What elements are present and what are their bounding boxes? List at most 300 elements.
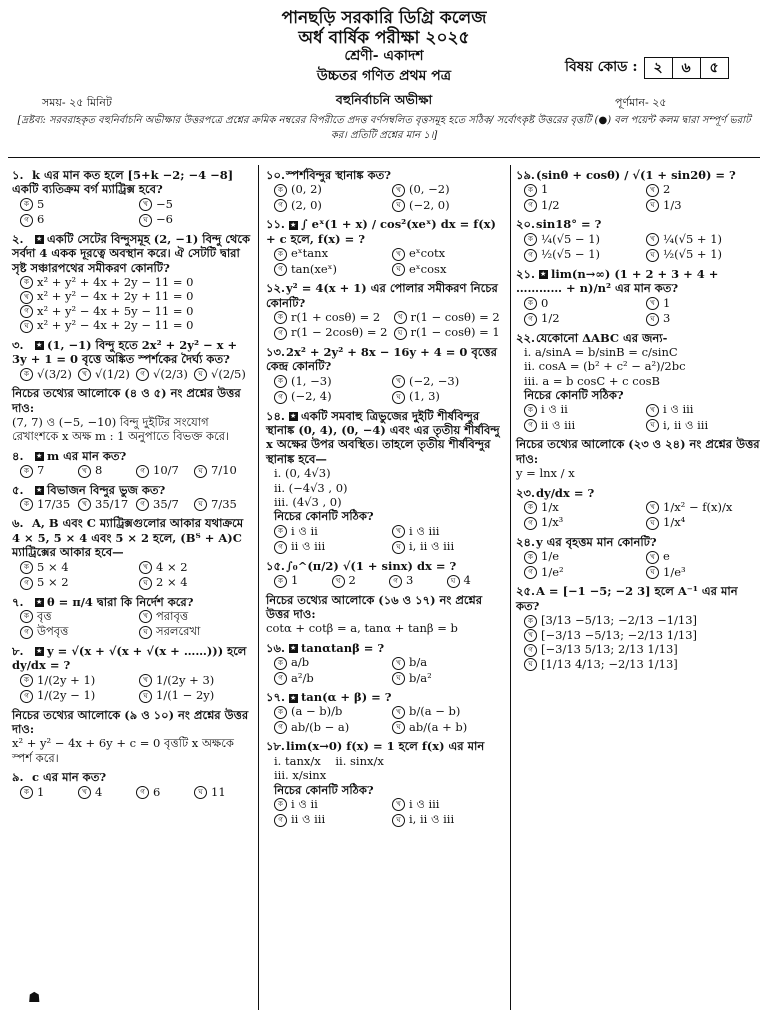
option[interactable] xyxy=(646,515,762,530)
option[interactable] xyxy=(392,539,504,554)
option-text: i ও ii xyxy=(291,523,318,538)
option[interactable] xyxy=(274,262,386,277)
option[interactable] xyxy=(524,232,640,247)
column-1 xyxy=(12,168,252,804)
option-text: 1/x xyxy=(541,499,559,514)
option-text: 11 xyxy=(211,784,226,799)
question-23 xyxy=(516,486,762,530)
option[interactable] xyxy=(332,573,390,588)
option[interactable] xyxy=(139,212,252,227)
instructions: [দ্রষ্টব্য: সরবরাহকৃত বহুনির্বাচনি অভীক্ষার উত্তরপত্রে প্রশ্নের ক্রমিক নম্বরের বিপরীতে প্রদত্ত বর্ণসম্বলিত বৃত্তসমূহ হতে সঠিক/ সর্বোৎকৃষ্ট উত্তরের বৃত্তটি (●) বল পয়েন্ট কলম দ্বারা সম্পূর্ণ ভরাট কর। প্রতিটি প্রশ্নের মান ১।] xyxy=(17,115,751,141)
question-22 xyxy=(516,331,762,433)
option-circle: ঘ xyxy=(392,814,405,827)
statements xyxy=(274,754,504,797)
option-text: 5 xyxy=(37,196,45,211)
question-number: ২৪. xyxy=(516,534,535,549)
option-circle: গ xyxy=(524,199,537,212)
option-text: i ও iii xyxy=(663,402,694,417)
option[interactable] xyxy=(139,673,252,688)
option-circle: খ xyxy=(332,575,345,588)
question-11 xyxy=(266,217,504,276)
code-digit: ৬ xyxy=(673,58,701,78)
subject-title: উচ্চতর গণিত প্রথম পত্র xyxy=(316,68,452,84)
question-4 xyxy=(12,449,252,478)
option-circle: ঘ xyxy=(392,541,405,554)
option-text: 10/7 xyxy=(153,463,179,477)
option-text: x² + y² + 4x + 2y − 11 = 0 xyxy=(37,274,194,289)
option-circle: খ xyxy=(139,610,152,623)
options xyxy=(20,673,252,703)
option-text: 5 × 4 xyxy=(37,559,69,574)
option[interactable] xyxy=(20,463,78,478)
option-text: −5 xyxy=(156,196,173,211)
option-circle: ক xyxy=(524,404,537,417)
options xyxy=(20,497,252,512)
option-circle: খ xyxy=(646,233,659,246)
option-circle: ঘ xyxy=(139,690,152,703)
option[interactable] xyxy=(394,310,504,325)
option[interactable] xyxy=(392,812,504,827)
option[interactable] xyxy=(139,609,252,624)
question-12 xyxy=(266,281,504,340)
option-text: 5 × 2 xyxy=(37,575,69,589)
statement: iii. x/sinx xyxy=(274,768,327,783)
option[interactable] xyxy=(274,325,388,340)
option-circle: খ xyxy=(78,786,91,799)
info-body: (7, 7) ও (−5, −10) বিন্দু দুইটির সংযোগ রেখাংশকে x অক্ষ m : 1 অনুপাতে বিভক্ত করে। xyxy=(12,414,230,444)
option[interactable] xyxy=(524,402,640,417)
section-title: বহুনির্বাচনি অভীক্ষা xyxy=(335,92,433,107)
option-circle: গ xyxy=(136,368,149,381)
info-heading: নিচের তথ্যের আলোকে (৯ ও ১০) নং প্রশ্নের উত্তর দাও: xyxy=(12,707,249,736)
option[interactable] xyxy=(392,262,504,277)
options xyxy=(20,275,252,333)
option[interactable] xyxy=(136,463,194,478)
option[interactable] xyxy=(274,704,386,719)
question-number: ১৫. xyxy=(266,558,285,573)
option[interactable] xyxy=(646,311,762,326)
option-text: i ও iii xyxy=(409,523,440,538)
option-text: 1 xyxy=(541,182,549,197)
question-number: ১১. xyxy=(266,217,285,232)
question-number: ১৮. xyxy=(266,739,285,754)
option-circle: ঘ xyxy=(392,721,405,734)
options xyxy=(274,573,504,588)
option-circle: ক xyxy=(20,610,33,623)
options xyxy=(524,613,762,671)
option[interactable] xyxy=(20,212,133,227)
question-stem: y এর বৃহত্তম মান কোনটি? xyxy=(536,534,657,549)
option[interactable] xyxy=(139,197,252,212)
option-circle: গ xyxy=(274,721,287,734)
option[interactable] xyxy=(274,539,386,554)
options xyxy=(20,197,252,227)
question-number: ৫. xyxy=(12,482,24,497)
info-heading: নিচের তথ্যের আলোকে (১৬ ও ১৭) নং প্রশ্নের উত্তর দাও: xyxy=(266,592,483,621)
option[interactable] xyxy=(646,232,762,247)
option-text: r(1 − 2cosθ) = 2 xyxy=(291,325,388,340)
option[interactable] xyxy=(646,402,762,417)
option-circle: ক xyxy=(274,184,287,197)
option-text: 7/10 xyxy=(211,463,237,477)
option[interactable] xyxy=(139,575,252,590)
option-circle: গ xyxy=(524,566,537,579)
option[interactable] xyxy=(194,463,252,478)
divider xyxy=(8,157,760,158)
option[interactable] xyxy=(20,609,133,624)
option[interactable] xyxy=(646,296,762,311)
option-circle: ক xyxy=(524,615,537,628)
option-text: (−2, −3) xyxy=(409,373,460,388)
option-circle: খ xyxy=(20,291,33,304)
star-icon xyxy=(35,452,44,461)
option[interactable] xyxy=(394,325,504,340)
option[interactable] xyxy=(194,367,252,382)
option-circle: ক xyxy=(20,674,33,687)
subject-code-cells xyxy=(644,57,729,79)
question-20 xyxy=(516,217,762,261)
star-icon xyxy=(289,694,298,703)
question-number: ২. xyxy=(12,231,24,246)
statement: i. tanx/x xyxy=(274,753,321,768)
option-circle: ক xyxy=(274,525,287,538)
full-marks-label: পূর্ণমান- ২৫ xyxy=(615,96,667,109)
option[interactable] xyxy=(392,671,504,686)
option[interactable] xyxy=(194,785,252,800)
option[interactable] xyxy=(20,275,252,290)
option[interactable] xyxy=(274,812,386,827)
option[interactable] xyxy=(646,198,762,213)
option-text: ab/(b − a) xyxy=(291,719,350,734)
option[interactable] xyxy=(274,655,386,670)
option-text: i, ii ও iii xyxy=(409,539,455,554)
question-9 xyxy=(12,770,252,799)
option[interactable] xyxy=(392,797,504,812)
option-circle: ক xyxy=(20,198,33,211)
option-text: ii ও iii xyxy=(291,812,326,827)
option-text: 1/3 xyxy=(663,197,682,212)
option-text: (a − b)/b xyxy=(291,704,343,719)
option-text: 2 × 4 xyxy=(156,575,188,589)
option-circle: গ xyxy=(20,690,33,703)
option[interactable] xyxy=(646,418,762,433)
option-text: (1, −3) xyxy=(291,373,332,388)
option[interactable] xyxy=(20,289,252,304)
option-circle: ঘ xyxy=(20,320,33,333)
question-stem: যেকোনো ΔABC এর জন্য- xyxy=(536,330,668,345)
option[interactable] xyxy=(136,785,194,800)
option[interactable] xyxy=(524,565,640,580)
option-circle: খ xyxy=(646,501,659,514)
option-circle: ঘ xyxy=(646,517,659,530)
question-stem: dy/dx = ? xyxy=(536,485,595,500)
option-text: 1 xyxy=(663,295,671,310)
option-circle: খ xyxy=(646,551,659,564)
option[interactable] xyxy=(20,673,133,688)
option[interactable] xyxy=(20,560,133,575)
subject-code xyxy=(565,57,729,79)
star-icon xyxy=(539,270,548,279)
option-circle: খ xyxy=(524,629,537,642)
star-icon xyxy=(35,486,44,495)
question-number: ৪. xyxy=(12,448,24,463)
option-text: পরাবৃত্ত xyxy=(156,608,189,623)
options xyxy=(524,296,762,326)
statement: iii. a = b cosC + c cosB xyxy=(524,373,660,388)
option-text: 1 xyxy=(291,573,299,587)
college-name: পানছড়ি সরকারি ডিগ্রি কলেজ xyxy=(281,8,487,28)
option-circle: খ xyxy=(392,798,405,811)
option[interactable] xyxy=(78,367,136,382)
option[interactable] xyxy=(392,524,504,539)
option[interactable] xyxy=(274,198,386,213)
option-circle: গ xyxy=(274,327,287,340)
question-stem: m এর মান কত? xyxy=(47,448,127,463)
option[interactable] xyxy=(274,720,386,735)
option[interactable] xyxy=(392,198,504,213)
option[interactable] xyxy=(139,688,252,703)
option[interactable] xyxy=(274,573,332,588)
star-icon xyxy=(35,235,44,244)
question-stem: বিভাজন বিন্দুর ভুজ কত? xyxy=(47,482,166,497)
option-text: 2 xyxy=(348,573,356,587)
option[interactable] xyxy=(194,497,252,512)
options xyxy=(274,524,504,554)
option-circle: ক xyxy=(20,276,33,289)
option[interactable] xyxy=(524,311,640,326)
option-text: b/(a − b) xyxy=(409,704,461,719)
option-circle: গ xyxy=(389,575,402,588)
statement: ii. sinx/x xyxy=(335,753,384,768)
option[interactable] xyxy=(139,624,252,639)
option-text: 1/x² − f(x)/x xyxy=(663,499,733,514)
option-circle: ঘ xyxy=(139,214,152,227)
question-stem: স্পর্শবিন্দুর স্থানাঙ্ক কত? xyxy=(286,168,391,182)
options xyxy=(274,797,504,827)
option-circle: ঘ xyxy=(646,249,659,262)
option[interactable] xyxy=(20,575,133,590)
options xyxy=(274,655,504,685)
column-divider xyxy=(258,165,259,1010)
option[interactable] xyxy=(20,367,78,382)
options xyxy=(20,560,252,590)
option-circle: ঘ xyxy=(447,575,460,588)
option[interactable] xyxy=(78,785,136,800)
option-text: ½(√5 − 1) xyxy=(541,247,601,262)
option[interactable] xyxy=(524,182,640,197)
option-circle: খ xyxy=(78,368,91,381)
option-circle: ঘ xyxy=(139,577,152,590)
question-number: ১২. xyxy=(266,281,285,296)
option-text: r(1 + cosθ) = 2 xyxy=(291,309,381,324)
option-text: 1/e³ xyxy=(663,564,686,579)
option[interactable] xyxy=(646,500,762,515)
option[interactable] xyxy=(274,310,388,325)
option-text: 2 xyxy=(663,182,671,197)
options xyxy=(20,785,252,800)
option[interactable] xyxy=(646,565,762,580)
question-number: ১০. xyxy=(266,168,285,182)
option-circle: গ xyxy=(20,626,33,639)
option[interactable] xyxy=(392,655,504,670)
option-circle: ক xyxy=(274,798,287,811)
option-text: বৃত্ত xyxy=(37,608,52,623)
question-ask: নিচের কোনটি সঠিক? xyxy=(274,782,374,797)
statement: ii. cosA = (b² + c² − a²)/2bc xyxy=(524,359,686,374)
option[interactable] xyxy=(78,463,136,478)
option-circle: ক xyxy=(274,575,287,588)
question-number: ২২. xyxy=(516,330,535,345)
option-text: উপবৃত্ত xyxy=(37,624,69,639)
option[interactable] xyxy=(392,704,504,719)
options xyxy=(524,182,762,212)
option[interactable] xyxy=(646,182,762,197)
option[interactable] xyxy=(20,318,252,333)
option-text: [−3/13 5/13; 2/13 1/13] xyxy=(541,642,678,656)
option-circle: ক xyxy=(20,368,33,381)
option-circle: ঘ xyxy=(392,672,405,685)
option-text: i ও ii xyxy=(541,402,568,417)
option[interactable] xyxy=(20,197,133,212)
option-text: ½(√5 + 1) xyxy=(663,247,723,262)
option-text: 17/35 xyxy=(37,496,71,511)
option[interactable] xyxy=(274,671,386,686)
option-text: 1 xyxy=(37,784,45,799)
option-text: (−2, 0) xyxy=(409,197,450,212)
option[interactable] xyxy=(447,573,505,588)
option[interactable] xyxy=(20,624,133,639)
option-circle: ক xyxy=(524,551,537,564)
option-circle: গ xyxy=(524,517,537,530)
star-icon xyxy=(289,644,298,653)
question-stem: A, B এবং C ম্যাট্রিক্সগুলোর আকার যথাক্রমে 4 × 5, 5 × 4 এবং 5 × 2 হলে, (Bᵀ + A)C ম্যাট্রিক্সের আকার হবে— xyxy=(12,516,244,560)
option-text: 1/x³ xyxy=(541,515,564,530)
option[interactable] xyxy=(389,573,447,588)
option[interactable] xyxy=(136,367,194,382)
option-text: সরলরেখা xyxy=(156,624,201,639)
option-text: [−3/13 −5/13; −2/13 1/13] xyxy=(541,627,698,642)
option[interactable] xyxy=(274,524,386,539)
options xyxy=(274,182,504,212)
option-circle: খ xyxy=(139,198,152,211)
options xyxy=(274,246,504,276)
statement: iii. (4√3 , 0) xyxy=(274,494,342,509)
option[interactable] xyxy=(274,246,386,261)
option[interactable] xyxy=(524,657,762,672)
options xyxy=(524,549,762,579)
option-circle: গ xyxy=(136,498,149,511)
question-stem: sin18° = ? xyxy=(536,217,602,232)
question-ask: নিচের কোনটি সঠিক? xyxy=(274,509,374,524)
option[interactable] xyxy=(524,247,640,262)
option[interactable] xyxy=(274,389,386,404)
option[interactable] xyxy=(274,182,386,197)
option[interactable] xyxy=(524,628,762,643)
option-circle: গ xyxy=(274,541,287,554)
option[interactable] xyxy=(524,515,640,530)
question-16 xyxy=(266,641,504,685)
option-text: (0, −2) xyxy=(409,182,450,197)
option-circle: গ xyxy=(524,249,537,262)
option[interactable] xyxy=(646,247,762,262)
option-circle: গ xyxy=(136,465,149,478)
question-number: ১৪. xyxy=(266,408,285,423)
question-number: ১৩. xyxy=(266,344,285,359)
star-icon xyxy=(289,412,298,421)
question-stem: k এর মান কত হলে [5+k −2; −4 −8] একটি ব্যতিক্রম বর্গ ম্যাট্রিক্স হবে? xyxy=(12,168,234,197)
option[interactable] xyxy=(274,797,386,812)
option[interactable] xyxy=(646,549,762,564)
question-stem: lim(x→0) f(x) = 1 হলে f(x) এর মান xyxy=(286,739,485,754)
option-text: ab/(a + b) xyxy=(409,719,468,734)
option[interactable] xyxy=(392,389,504,404)
options xyxy=(20,367,252,382)
option-text: 3 xyxy=(406,573,414,587)
option[interactable] xyxy=(78,497,136,512)
option[interactable] xyxy=(524,549,640,564)
option[interactable] xyxy=(392,182,504,197)
option[interactable] xyxy=(274,374,386,389)
option-circle: ঘ xyxy=(392,391,405,404)
question-stem: 2x² + 2y² + 8x − 16y + 4 = 0 বৃত্তের কেন্দ্র কোনটি? xyxy=(266,344,497,374)
info-block xyxy=(12,386,252,444)
option[interactable] xyxy=(524,198,640,213)
option-circle: ঘ xyxy=(394,327,407,340)
question-stem: একটি সমবাহু ত্রিভুজের দুইটি শীর্ষবিন্দুর স্থানাঙ্ক (0, 4), (0, −4) এবং এর তৃতীয় শীর্ষবিন্দু x অক্ষের উপর অবস্থিত। তাহলে তৃতীয় শীর্ষবিন্দুর স্থানাঙ্ক হবে— xyxy=(266,408,500,466)
option-circle: গ xyxy=(274,672,287,685)
option[interactable] xyxy=(392,374,504,389)
info-block xyxy=(266,593,504,636)
option-text: a/b xyxy=(291,655,310,669)
option[interactable] xyxy=(20,304,252,319)
option[interactable] xyxy=(20,497,78,512)
option[interactable] xyxy=(20,785,78,800)
option-circle: ক xyxy=(20,786,33,799)
option[interactable] xyxy=(139,560,252,575)
star-icon xyxy=(35,598,44,607)
question-stem: y² = 4(x + 1) এর পোলার সমীকরণ নিচের কোনটি? xyxy=(266,281,498,310)
option-text: i ও ii xyxy=(291,796,318,811)
question-number: ২১. xyxy=(516,266,535,281)
option[interactable] xyxy=(392,246,504,261)
option-circle: গ xyxy=(524,313,537,326)
option-circle: খ xyxy=(78,465,91,478)
question-2 xyxy=(12,232,252,333)
option-circle: গ xyxy=(20,305,33,318)
option-text: (−2, 4) xyxy=(291,389,332,404)
option-text: b/a² xyxy=(409,670,432,685)
star-icon xyxy=(35,341,44,350)
option[interactable] xyxy=(524,613,762,628)
option[interactable] xyxy=(392,720,504,735)
question-7 xyxy=(12,595,252,639)
question-13 xyxy=(266,345,504,404)
option[interactable] xyxy=(524,296,640,311)
question-24 xyxy=(516,535,762,579)
option[interactable] xyxy=(524,418,640,433)
option-circle: ক xyxy=(274,311,287,324)
option-circle: খ xyxy=(392,184,405,197)
option-circle: গ xyxy=(20,577,33,590)
option[interactable] xyxy=(524,500,640,515)
question-19 xyxy=(516,168,762,212)
option[interactable] xyxy=(524,642,762,657)
option[interactable] xyxy=(20,688,133,703)
option-circle: গ xyxy=(274,263,287,276)
time-label: সময়- ২৫ মিনিট xyxy=(42,96,112,109)
question-1 xyxy=(12,168,252,227)
option[interactable] xyxy=(136,497,194,512)
